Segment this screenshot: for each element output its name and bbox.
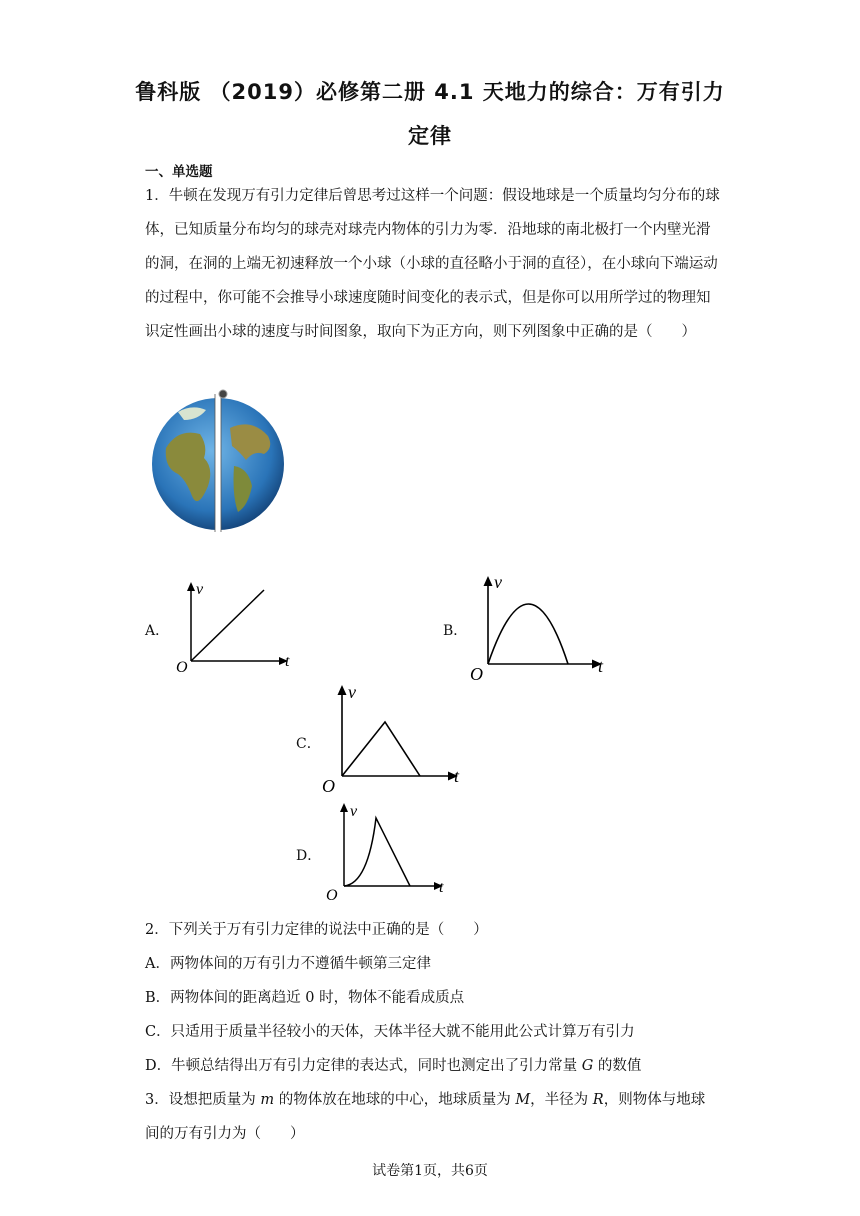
origin-label: O (322, 776, 335, 796)
section-heading: 一、单选题 (145, 164, 213, 180)
question-3-stem-continued: 间的万有引力为（ ） (145, 1126, 305, 1142)
v-axis-label: v (350, 803, 358, 820)
origin-label: O (326, 887, 338, 902)
graph-c (320, 680, 468, 796)
question-1-stem: 1．牛顿在发现万有引力定律后曾思考过这样一个问题：假设地球是一个质量均匀分布的球体，已知质量分布均匀的球壳对球壳内物体的引力为零．沿地球的南北极打一个内壁光滑的洞，在洞的上端无初速释放一个小球（小球的直径略小于洞的直径），在小球向下端运动的过程中，你可能不会推导小球速度随时间变化的表示式，但是你可以用所学过的物理知识定性画出小球的速度与时间图象，取向下为正方向，则下列图象中正确的是（ ） (145, 188, 720, 340)
t-axis-label: t (285, 653, 290, 670)
t-axis-label: t (598, 656, 604, 676)
velocity-curve (344, 818, 410, 886)
question-2-option-d[interactable]: D．牛顿总结得出万有引力定律的表达式，同时也测定出了引力常量 G 的数值 (145, 1058, 642, 1074)
origin-label: O (470, 664, 483, 684)
graph-d (324, 800, 450, 902)
t-axis-label: t (439, 879, 444, 896)
graph-b (468, 572, 616, 684)
question-2-option-b[interactable]: B．两物体间的距离趋近 0 时，物体不能看成质点 (145, 990, 465, 1006)
velocity-line (191, 590, 264, 661)
velocity-curve (488, 604, 568, 664)
page-title-continued: 定律 (408, 124, 452, 148)
option-c-label[interactable]: C． (296, 736, 321, 752)
t-axis-label: t (454, 766, 460, 786)
question-2-option-a[interactable]: A．两物体间的万有引力不遵循牛顿第三定律 (145, 956, 431, 972)
page-footer: 试卷第1页，共6页 (372, 1163, 488, 1179)
earth-illustration (148, 388, 288, 534)
page-title: 鲁科版 （2019）必修第二册 4.1 天地力的综合：万有引力 (135, 80, 725, 104)
v-axis-label: v (348, 682, 356, 702)
ball (219, 390, 227, 398)
graph-a (172, 578, 300, 678)
v-axis-label: v (494, 572, 502, 592)
option-b-label[interactable]: B． (443, 623, 468, 639)
v-axis-label: v (196, 581, 204, 598)
question-3-stem: 3．设想把质量为 m 的物体放在地球的中心，地球质量为 M，半径为 R，则物体与地球 (145, 1092, 706, 1108)
question-2-option-c[interactable]: C．只适用于质量半径较小的天体，天体半径大就不能用此公式计算万有引力 (145, 1024, 635, 1040)
velocity-triangle (342, 722, 420, 776)
option-a-label[interactable]: A． (145, 623, 170, 639)
option-d-label[interactable]: D． (296, 848, 322, 864)
drilled-hole (215, 394, 221, 532)
origin-label: O (176, 659, 188, 676)
question-2-stem: 2．下列关于万有引力定律的说法中正确的是（ ） (145, 922, 488, 938)
